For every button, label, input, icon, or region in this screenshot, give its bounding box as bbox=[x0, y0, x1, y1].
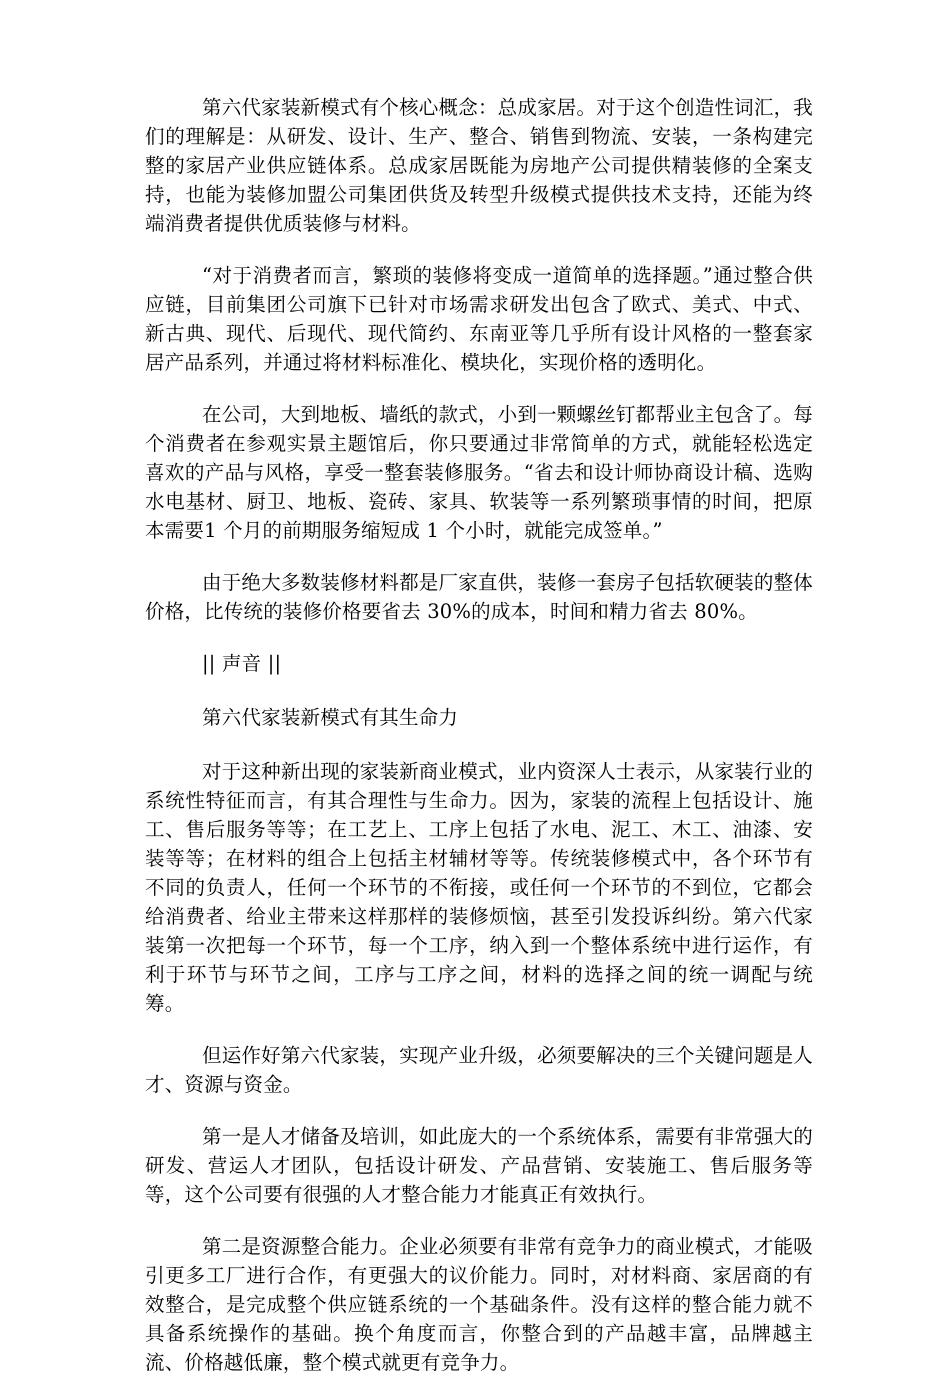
paragraph-resources: 第二是资源整合能力。企业必须要有非常有竞争力的商业模式，才能吸引更多工厂进行合作，有更强大的议价能力。同时，对材料商、家居商的有效整合，是完成整个供应链系统的一个基础条件。没有这样的整合能力就不具备系统操作的基础。换个角度而言，你整合到的产品越丰富，品牌越主流、价格越低廉，整个模式就更有竞争力。 bbox=[145, 1235, 813, 1374]
document-body bbox=[145, 93, 813, 1400]
paragraph-total-home-concept: 第六代家装新模式有个核心概念：总成家居。对于这个创造性词汇，我们的理解是：从研发、设计、生产、整合、销售到物流、安装，一条构建完整的家居产业供应链体系。总成家居既能为房地产公司提供精装修的全案支持，也能为装修加盟公司集团供货及转型升级模式提供技术支持，还能为终端消费者提供优质装修与材料。 bbox=[145, 96, 813, 235]
paragraph-company-service: 在公司，大到地板、墙纸的款式，小到一颗螺丝钉都帮业主包含了。每个消费者在参观实景主题馆后，你只要通过非常简单的方式，就能轻松选定喜欢的产品与风格，享受一整套装修服务。“省去和设计师协商设计稿、选购水电基材、厨卫、地板、瓷砖、家具、软装等一系列繁琐事情的时间，把原本需要1 个月的前期服务缩短成 1 个小时，就能完成签单。” bbox=[145, 403, 813, 542]
section-heading-voice: || 声音 || bbox=[202, 652, 282, 675]
paragraph-price-savings: 由于绝大多数装修材料都是厂家直供，装修一套房子包括软硬装的整体价格，比传统的装修价格要省去 30%的成本，时间和精力省去 80%。 bbox=[145, 571, 813, 623]
section-subtitle-vitality: 第六代家装新模式有其生命力 bbox=[202, 706, 459, 729]
paragraph-key-issues: 但运作好第六代家装，实现产业升级，必须要解决的三个关键问题是人才、资源与资金。 bbox=[145, 1044, 813, 1096]
paragraph-talent: 第一是人才储备及培训，如此庞大的一个系统体系，需要有非常强大的研发、营运人才团队，包括设计研发、产品营销、安装施工、售后服务等等，这个公司要有很强的人才整合能力才能真正有效执行。 bbox=[145, 1125, 813, 1206]
paragraph-industry-view: 对于这种新出现的家装新商业模式，业内资深人士表示，从家装行业的系统性特征而言，有其合理性与生命力。因为，家装的流程上包括设计、施工、售后服务等等；在工艺上、工序上包括了水电、泥工、木工、油漆、安装等等；在材料的组合上包括主材辅材等等。传统装修模式中，各个环节有不同的负责人，任何一个环节的不衔接，或任何一个环节的不到位，它都会给消费者、给业主带来这样那样的装修烦恼，甚至引发投诉纠纷。第六代家装第一次把每一个环节，每一个工序，纳入到一个整体系统中进行运作，有利于环节与环节之间，工序与工序之间，材料的选择之间的统一调配与统筹。 bbox=[145, 760, 813, 1015]
paragraph-consumer-choice: “对于消费者而言，繁琐的装修将变成一道简单的选择题。”通过整合供应链，目前集团公司旗下已针对市场需求研发出包含了欧式、美式、中式、新古典、现代、后现代、现代简约、东南亚等几乎所有设计风格的一整套家居产品系列，并通过将材料标准化、模块化，实现价格的透明化。 bbox=[145, 264, 813, 374]
